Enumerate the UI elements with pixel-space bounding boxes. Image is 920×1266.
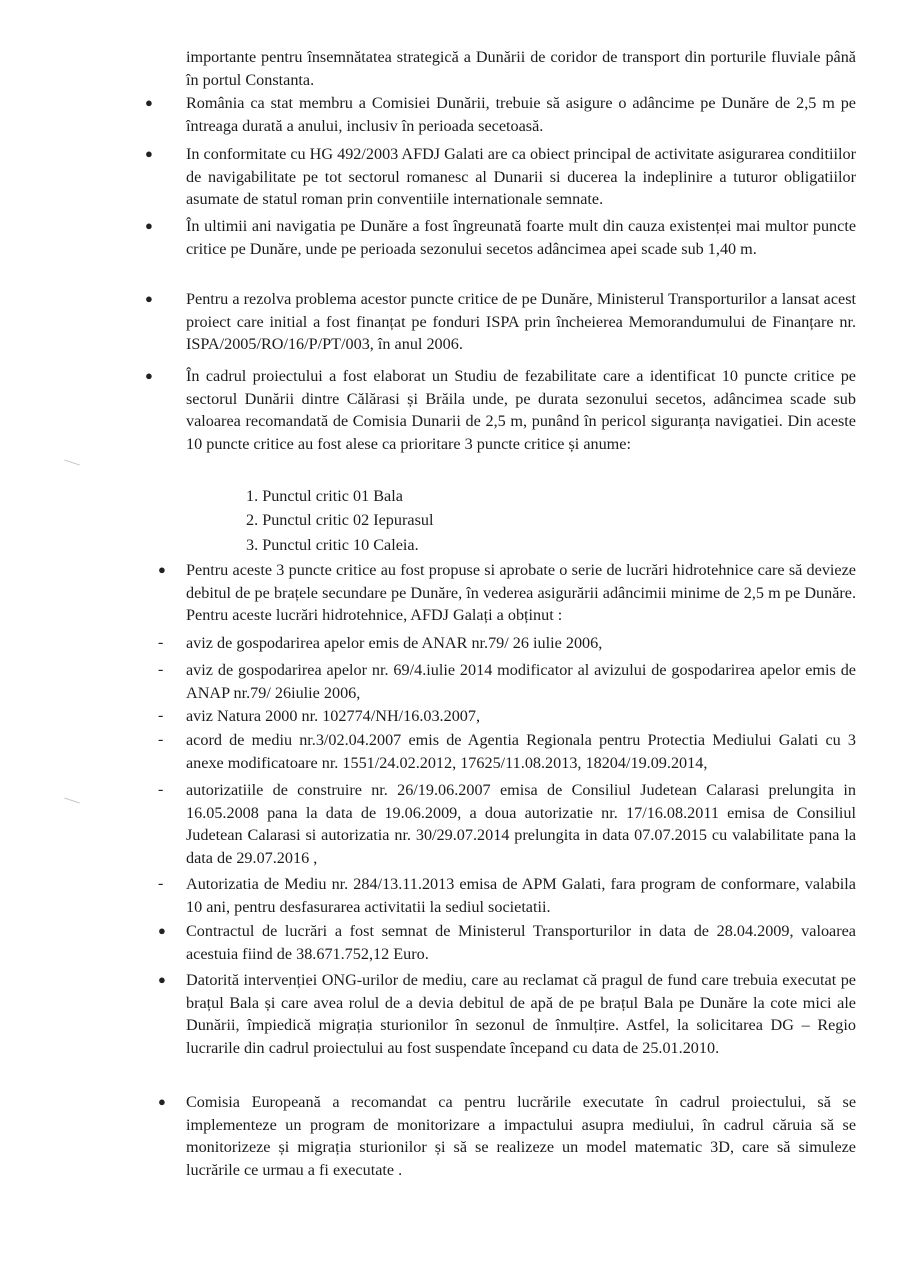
dash-icon: -	[158, 707, 164, 724]
dash-icon: -	[158, 634, 164, 651]
scan-mark	[64, 460, 80, 466]
bullet-icon: ●	[158, 562, 166, 577]
dash-item-autorizatii-construire: autorizatiile de construire nr. 26/19.06.2007 emisa de Consiliul Judetean Calarasi prelungita in 16.05.2008 pana la data de 19.06.2009, a doua autorizatie nr. 17/16.08.2011 emisa de Consiliul Judetean Calarasi si autorizatia nr. 30/29.07.2014 prelungita in data 07.07.2015 cu valabilitate pana la data de 29.07.2016 ,	[186, 781, 856, 867]
paragraph-feasibility-study: În cadrul proiectului a fost elaborat un Studiu de fezabilitate care a identificat 10 puncte critice pe sectorul Dunării dintre Călărasi și Brăila unde, pe durata sezonului secetos, adâncimea scade sub valoarea recomandată de Comisia Dunarii de 2,5 m, punând în pericol siguranța navigatiei. Din aceste 10 puncte critice au fost alese ca prioritare 3 puncte critice și anume:	[186, 367, 856, 453]
paragraph-european-commission: Comisia Europeană a recomandat ca pentru lucrările executate în cadrul proiectului, să se implementeze un program de monitorizare a impactului asupra mediului, în cadrul căruia să se monitorizeze și migrația sturionilor și să se realizeze un model matematic 3D, care să simuleze lucrările ce urmau a fi executate .	[186, 1093, 856, 1179]
paragraph-hydrotechnical-works: Pentru aceste 3 puncte critice au fost propuse si aprobate o serie de lucrări hidrotehnice care să devieze debitul de pe brațele secundare pe Dunăre, în vederea asigurării adâncimii minime de 2,5 m pe Dunăre. Pentru aceste lucrări hidrotehnice, AFDJ Galați a obținut :	[186, 561, 856, 625]
bullet-icon: ●	[145, 368, 153, 383]
dash-icon: -	[158, 661, 164, 678]
numbered-item-caleia: 3. Punctul critic 10 Caleia.	[246, 536, 419, 554]
paragraph-continuation: importante pentru însemnătatea strategică a Dunării de coridor de transport din porturile fluviale până în portul Constanta.	[186, 48, 856, 89]
dash-item-autorizatie-mediu: Autorizatia de Mediu nr. 284/13.11.2013 emisa de APM Galati, fara program de conformare, valabila 10 ani, pentru desfasurarea activitatii la sediul societatii.	[186, 875, 856, 916]
paragraph-navigation: În ultimii ani navigatia pe Dunăre a fost îngreunată foarte mult din cauza existenței mai multor puncte critice pe Dunăre, unde pe perioada sezonului secetos adâncimea apei scade sub 1,40 m.	[186, 217, 856, 258]
dash-item-acord-mediu: acord de mediu nr.3/02.04.2007 emis de Agentia Regionala pentru Protectia Mediului Galati cu 3 anexe modificatoare nr. 1551/24.02.2012, 17625/11.08.2013, 18204/19.09.2014,	[186, 731, 856, 772]
bullet-icon: ●	[145, 291, 153, 306]
bullet-icon: ●	[145, 146, 153, 161]
dash-item-aviz-anar: aviz de gospodarirea apelor emis de ANAR nr.79/ 26 iulie 2006,	[186, 634, 603, 652]
bullet-icon: ●	[145, 218, 153, 233]
dash-icon: -	[158, 731, 164, 748]
bullet-icon: ●	[145, 95, 153, 110]
paragraph-ngo-intervention: Datorită intervenției ONG-urilor de mediu, care au reclamat că pragul de fund care trebuia executat pe brațul Bala și care avea rolul de a devia debitul de apă de pe brațul Bala pe Dunăre la cote mici ale Dunării, împiedică migrația sturionilor în sezonul de înmulțire. Astfel, la solicitarea DG – Regio lucrarile din cadrul proiectului au fost suspendate începand cu data de 25.01.2010.	[186, 971, 856, 1057]
dash-item-natura-2000: aviz Natura 2000 nr. 102774/NH/16.03.2007,	[186, 707, 481, 725]
paragraph-hg-492: In conformitate cu HG 492/2003 AFDJ Galati are ca obiect principal de activitate asigurarea conditiilor de navigabilitate pe tot sectorul romanesc al Dunarii si ducerea la indeplinire a tuturor obligatiilor asumate de statul roman prin conventiile internationale semnate.	[186, 145, 856, 209]
paragraph-ispa-project: Pentru a rezolva problema acestor puncte critice de pe Dunăre, Ministerul Transporturilor a lansat acest proiect care initial a fost finanțat pe fonduri ISPA prin încheierea Memorandumului de Finanțare nr. ISPA/2005/RO/16/P/PT/003, în anul 2006.	[186, 290, 856, 354]
dash-icon: -	[158, 781, 164, 798]
numbered-item-bala: 1. Punctul critic 01 Bala	[246, 487, 403, 505]
bullet-icon: ●	[158, 972, 166, 987]
paragraph-contract: Contractul de lucrări a fost semnat de Ministerul Transporturilor in data de 28.04.2009, valoarea acestuia fiind de 38.671.752,12 Euro.	[186, 922, 856, 963]
dash-item-aviz-modificator: aviz de gospodarirea apelor nr. 69/4.iulie 2014 modificator al avizului de gospodarirea apelor emis de ANAP nr.79/ 26iulie 2006,	[186, 661, 856, 702]
scan-mark	[64, 798, 80, 804]
numbered-item-iepurasul: 2. Punctul critic 02 Iepurasul	[246, 511, 434, 529]
dash-icon: -	[158, 875, 164, 892]
bullet-icon: ●	[158, 923, 166, 938]
bullet-icon: ●	[158, 1094, 166, 1109]
paragraph-danube-commission: România ca stat membru a Comisiei Dunării, trebuie să asigure o adâncime pe Dunăre de 2,5 m pe întreaga durată a anului, inclusiv în perioada secetoasă.	[186, 94, 856, 135]
